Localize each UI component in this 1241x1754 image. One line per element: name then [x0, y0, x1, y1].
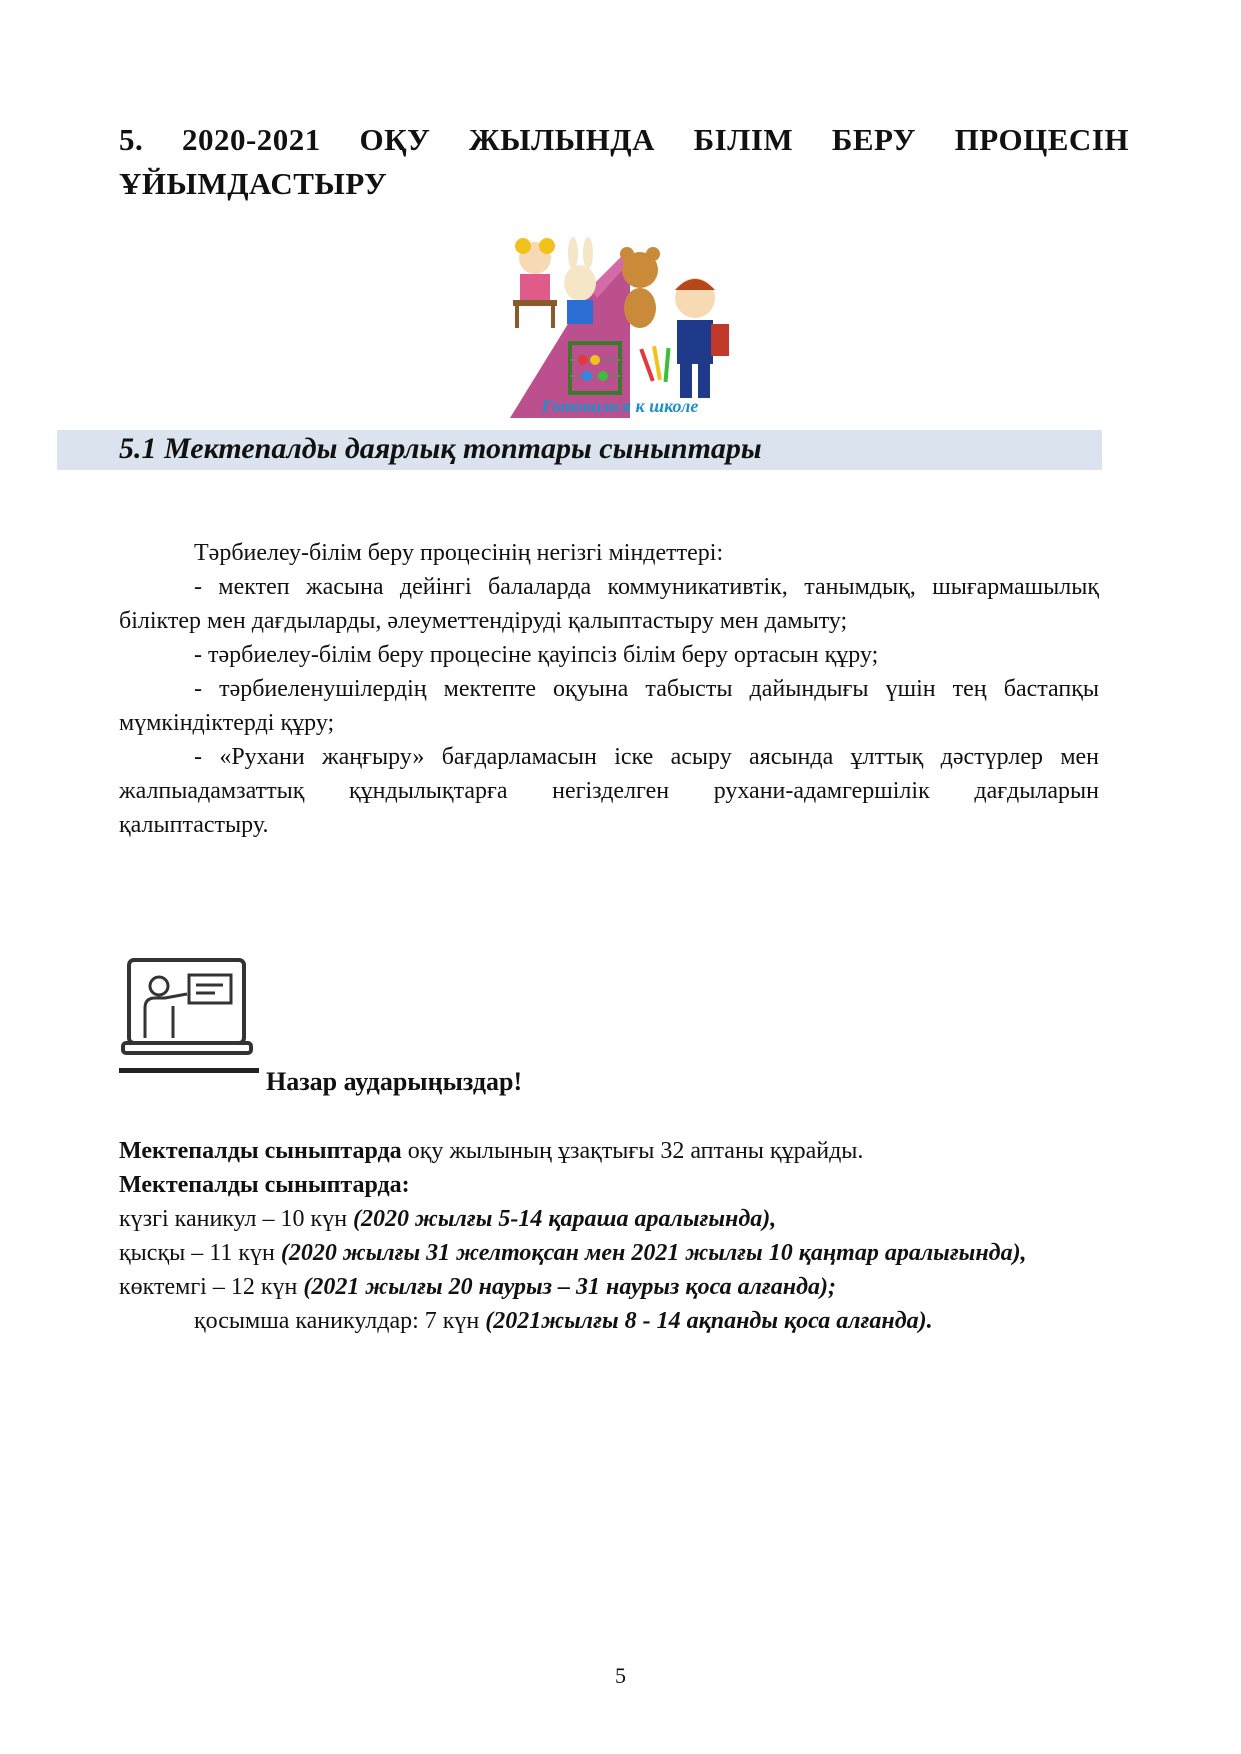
notice-label: Назар аударыңыздар! — [266, 1067, 523, 1096]
duration-line — [119, 1134, 1129, 1168]
holidays-title: Мектепалды сыныптарда: — [119, 1172, 410, 1198]
page-number: 5 — [615, 1663, 626, 1688]
extra-holiday-dates: (2021жылғы 8 - 14 ақпанды қоса алғанда). — [485, 1308, 933, 1334]
illustration-caption: Готовимся к школе — [541, 396, 699, 416]
section-heading-line2: ҰЙЫМДАСТЫРУ — [119, 166, 388, 201]
task-item-4: - «Рухани жаңғыру» бағдарламасын іске асыру аясында ұлттық дәстүрлер мен жалпыадамзаттық құндылықтарға негізделген рухани-адамгершілік дағдыларын қалыптастыру. — [119, 744, 1099, 838]
section-heading — [119, 118, 1129, 206]
task-item-3: - тәрбиеленушілердің мектепте оқуына табысты дайындығы үшін тең бастапқы мүмкіндіктерді құру; — [119, 676, 1099, 736]
holidays-section — [119, 1134, 1129, 1338]
teacher-presentation-icon — [119, 940, 259, 1090]
extra-holiday-text: қосымша каникулдар: 7 күн — [194, 1308, 486, 1334]
autumn-holiday-text: күзгі каникул – 10 күн — [119, 1206, 354, 1232]
winter-holiday-dates: (2020 жылғы 31 желтоқсан мен 2021 жылғы 10 қаңтар аралығында), — [280, 1240, 1027, 1266]
task-item-1: - мектеп жасына дейінгі балаларда коммуникативтік, танымдық, шығармашылық біліктер мен дағдыларды, әлеуметтендіруді қалыптастыру мен дамыту; — [119, 574, 1099, 634]
duration-bold: Мектепалды сыныптарда — [119, 1138, 402, 1164]
spring-holiday-text: көктемгі – 12 күн — [119, 1274, 304, 1300]
subheading: 5.1 Мектепалды даярлық топтары сыныптары — [119, 432, 762, 465]
subheading-band — [57, 430, 1102, 470]
extra-holiday — [119, 1304, 1129, 1338]
task-item-2: - тәрбиелеу-білім беру процесіне қауіпсіз білім беру ортасын құру; — [194, 642, 879, 668]
section-heading-line1: 5. 2020-2021 ОҚУ ЖЫЛЫНДА БІЛІМ БЕРУ ПРОЦЕСІН — [119, 122, 1129, 157]
tasks-section — [119, 536, 1099, 842]
duration-rest: оқу жылының ұзақтығы 32 аптаны құрайды. — [401, 1138, 864, 1164]
spring-holiday-dates: (2021 жылғы 20 наурыз – 31 наурыз қоса алғанда); — [303, 1274, 836, 1300]
tasks-intro: Тәрбиелеу-білім беру процесінің негізгі міндеттері: — [194, 540, 724, 566]
spring-holiday — [119, 1270, 1129, 1304]
school-prep-illustration — [495, 228, 745, 428]
winter-holiday-text: қысқы – 11 күн — [119, 1240, 281, 1266]
winter-holiday — [119, 1236, 1129, 1270]
autumn-holiday-dates: (2020 жылғы 5-14 қараша аралығында), — [353, 1206, 777, 1232]
autumn-holiday — [119, 1202, 1129, 1236]
